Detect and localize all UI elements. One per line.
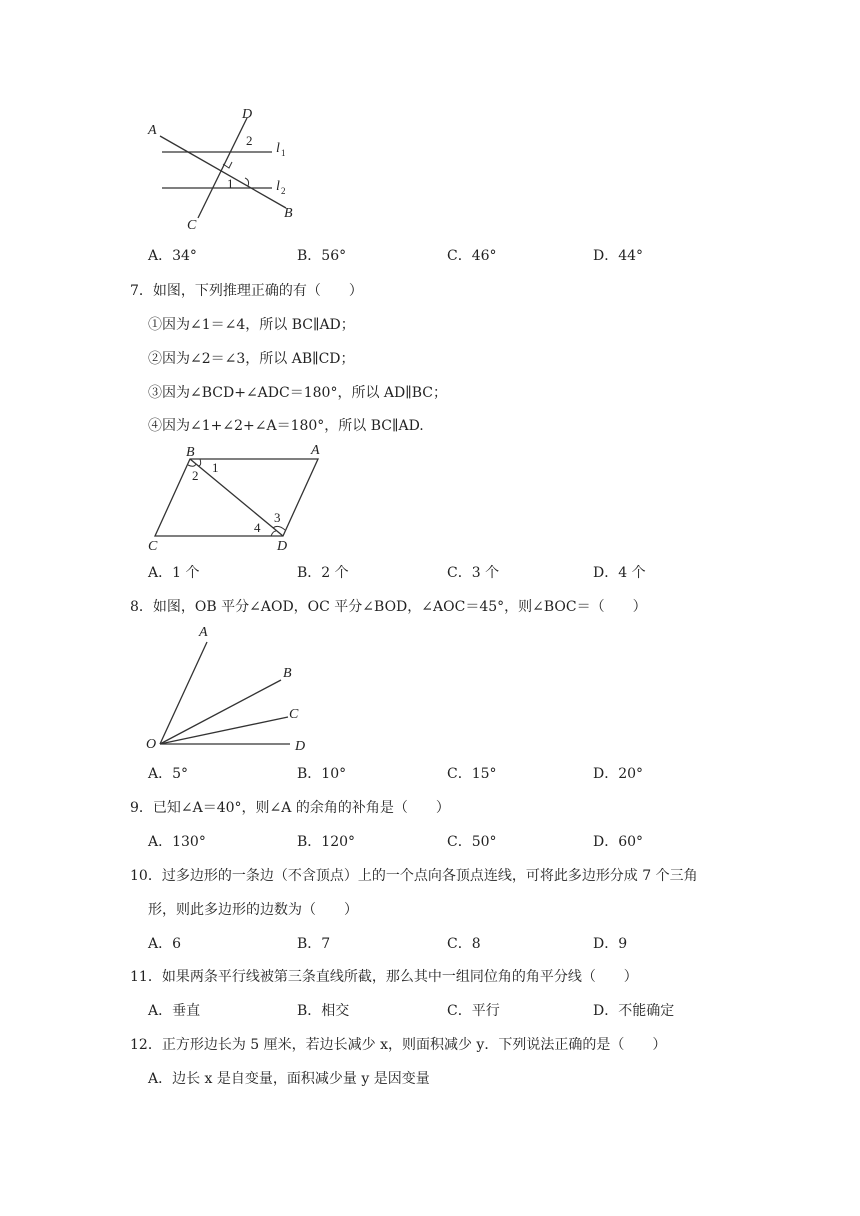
label-1: 1 xyxy=(227,176,234,191)
q7-option-a[interactable]: A．1 个 xyxy=(148,565,200,581)
q6-option-d[interactable]: D．44° xyxy=(593,248,644,264)
angle-2-arc xyxy=(188,464,196,466)
q7-item-4: ④因为∠1+∠2+∠A＝180°，所以 BC∥AD. xyxy=(148,418,424,434)
q8-option-b[interactable]: B．10° xyxy=(297,766,347,782)
label-l2: l xyxy=(276,179,280,194)
q11-stem: 11．如果两条平行线被第三条直线所截，那么其中一组同位角的角平分线（ ） xyxy=(130,969,638,985)
q10-stem-line1: 10．过多边形的一条边（不含顶点）上的一个点向各顶点连线，可将此多边形分成 7 个三角 xyxy=(130,868,698,884)
q10-option-c[interactable]: C．8 xyxy=(447,936,481,952)
q6-option-c[interactable]: C．46° xyxy=(447,248,497,264)
label-C: C xyxy=(289,707,299,722)
q7-item-3: ③因为∠BCD+∠ADC＝180°，所以 AD∥BC； xyxy=(148,385,447,401)
angle-4-arc xyxy=(271,531,276,536)
ray-OC xyxy=(160,717,288,744)
q7-figure xyxy=(140,440,340,555)
label-B: B xyxy=(186,445,195,460)
label-A: A xyxy=(311,443,320,458)
q7-option-c[interactable]: C．3 个 xyxy=(447,565,500,581)
q9-option-c[interactable]: C．50° xyxy=(447,834,497,850)
q9-option-b[interactable]: B．120° xyxy=(297,834,356,850)
q11-option-c[interactable]: C．平行 xyxy=(447,1003,500,1019)
label-C: C xyxy=(148,539,158,554)
q10-option-d[interactable]: D．9 xyxy=(593,936,628,952)
line-AB xyxy=(160,136,286,208)
label-l1-sub: 1 xyxy=(281,148,286,158)
label-A: A xyxy=(199,625,208,640)
q9-option-a[interactable]: A．130° xyxy=(148,834,206,850)
label-D: D xyxy=(242,107,253,122)
label-2: 2 xyxy=(192,468,199,483)
line-CD xyxy=(198,118,247,218)
label-B: B xyxy=(283,666,292,681)
label-2: 2 xyxy=(246,133,253,148)
q8-option-d[interactable]: D．20° xyxy=(593,766,644,782)
q8-figure xyxy=(140,620,320,760)
q7-option-b[interactable]: B．2 个 xyxy=(297,565,349,581)
q6-figure xyxy=(140,100,320,240)
label-B: B xyxy=(284,206,293,221)
label-D: D xyxy=(295,739,306,754)
q7-item-2: ②因为∠2＝∠3，所以 AB∥CD； xyxy=(148,351,355,367)
q8-stem: 8．如图，OB 平分∠AOD，OC 平分∠BOD，∠AOC＝45°，则∠BOC＝（ ） xyxy=(130,599,647,615)
label-l2-sub: 2 xyxy=(281,186,286,196)
q11-option-b[interactable]: B．相交 xyxy=(297,1003,350,1019)
q8-option-a[interactable]: A．5° xyxy=(148,766,189,782)
q6-option-b[interactable]: B．56° xyxy=(297,248,347,264)
label-C: C xyxy=(187,218,197,233)
ray-OA xyxy=(160,642,207,744)
q7-option-d[interactable]: D．4 个 xyxy=(593,565,646,581)
q7-stem: 7．如图，下列推理正确的有（ ） xyxy=(130,283,363,299)
q9-option-d[interactable]: D．60° xyxy=(593,834,644,850)
label-4: 4 xyxy=(254,520,261,535)
angle-1-arc xyxy=(198,459,201,466)
q8-option-c[interactable]: C．15° xyxy=(447,766,497,782)
label-1: 1 xyxy=(212,460,219,475)
q7-item-1: ①因为∠1＝∠4，所以 BC∥AD； xyxy=(148,317,355,333)
label-D: D xyxy=(277,539,288,554)
q10-option-b[interactable]: B．7 xyxy=(297,936,331,952)
ray-OB xyxy=(160,680,281,744)
q11-option-a[interactable]: A．垂直 xyxy=(148,1003,201,1019)
q10-option-a[interactable]: A．6 xyxy=(148,936,182,952)
diagonal-BD xyxy=(190,459,283,536)
q11-option-d[interactable]: D．不能确定 xyxy=(593,1003,675,1019)
label-3: 3 xyxy=(274,510,281,525)
label-l1: l xyxy=(276,141,280,156)
label-O: O xyxy=(146,737,157,752)
q12-stem: 12．正方形边长为 5 厘米，若边长减少 x，则面积减少 y．下列说法正确的是（ ） xyxy=(130,1037,667,1053)
q9-stem: 9．已知∠A＝40°，则∠A 的余角的补角是（ ） xyxy=(130,800,450,816)
q12-option-a[interactable]: A．边长 x 是自变量，面积减少量 y 是因变量 xyxy=(148,1071,430,1087)
q10-stem-line2: 形，则此多边形的边数为（ ） xyxy=(148,902,358,918)
label-A: A xyxy=(148,123,157,138)
q6-option-a[interactable]: A．34° xyxy=(148,248,197,264)
